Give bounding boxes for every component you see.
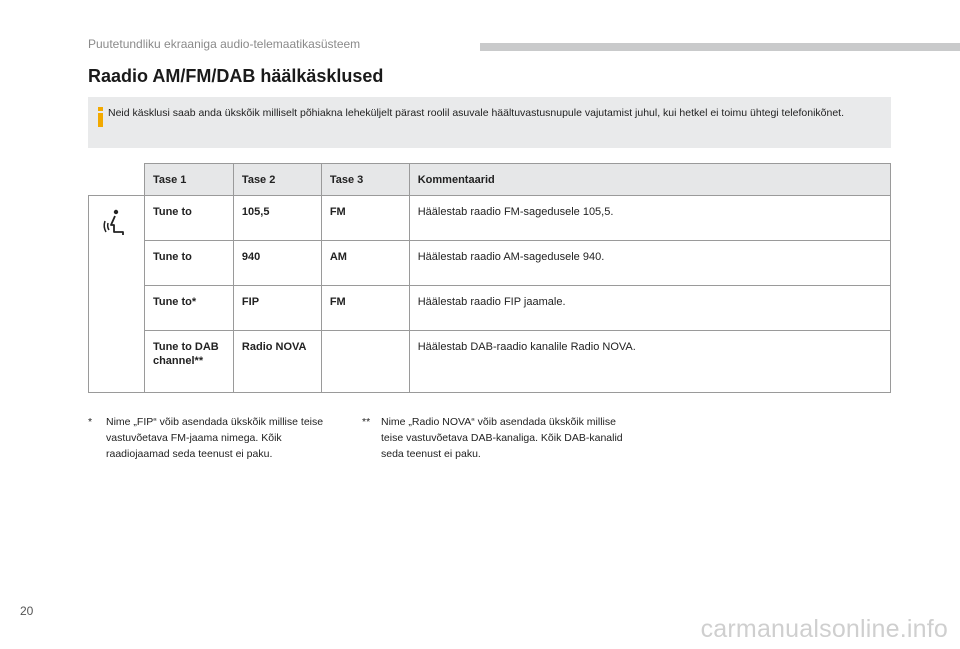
table-cell: Häälestab raadio FM-sagedusele 105,5. — [409, 196, 890, 241]
table-header-cell: Kommentaarid — [409, 164, 890, 196]
table-cell — [321, 331, 409, 393]
table-cell: AM — [321, 241, 409, 286]
voice-commands-table — [88, 163, 891, 393]
table-cell: Häälestab raadio FIP jaamale. — [409, 286, 890, 331]
table-cell: Tune to — [144, 196, 233, 241]
table-cell: 105,5 — [233, 196, 321, 241]
table-cell: 940 — [233, 241, 321, 286]
footnote-mark: ** — [362, 416, 371, 428]
icon-cell — [89, 196, 145, 393]
table-cell: Tune to — [144, 241, 233, 286]
info-text: Neid käsklusi saab anda ükskõik milliselt põhiakna leheküljelt pärast roolil asuvale häältuvastusnupule vajutamist juhul, kui hetkel ei toimu ühtegi telefonikõnet. — [108, 107, 844, 119]
table-cell: Häälestab DAB-raadio kanalile Radio NOVA. — [409, 331, 890, 393]
table-header-row — [89, 164, 891, 196]
table-row — [89, 286, 891, 331]
footnote-radio-nova — [362, 414, 632, 462]
table-row — [89, 241, 891, 286]
table-header-blank — [89, 164, 145, 196]
footnote-text: Nime „Radio NOVA“ võib asendada ükskõik millise teise vastuvõetava DAB-kanaliga. Kõik DAB-kanalid seda teenust ei paku. — [381, 416, 623, 460]
info-icon — [94, 106, 108, 128]
header-divider-bar — [480, 43, 960, 51]
table-cell: Tune to* — [144, 286, 233, 331]
voice-command-icon — [102, 208, 130, 238]
table-row — [89, 196, 891, 241]
watermark: carmanualsonline.info — [700, 615, 948, 643]
table-header-cell: Tase 2 — [233, 164, 321, 196]
page-number: 20 — [20, 604, 34, 618]
table-cell: Radio NOVA — [233, 331, 321, 393]
footnote-mark: * — [88, 416, 93, 428]
footnote-fip — [88, 414, 348, 462]
table-header-cell: Tase 3 — [321, 164, 409, 196]
table-row — [89, 331, 891, 393]
table-cell: Häälestab raadio AM-sagedusele 940. — [409, 241, 890, 286]
table-cell: FM — [321, 286, 409, 331]
table-cell: FIP — [233, 286, 321, 331]
info-box — [88, 97, 891, 148]
table-cell: Tune to DAB channel** — [144, 331, 233, 393]
table-header-cell: Tase 1 — [144, 164, 233, 196]
running-header: Puutetundliku ekraaniga audio-telemaatikasüsteem — [88, 37, 361, 51]
page-title: Raadio AM/FM/DAB häälkäsklused — [88, 66, 384, 86]
footnote-text: Nime „FIP“ võib asendada ükskõik millise teise vastuvõetava FM-jaama nimega. Kõik raadiojaamad seda teenust ei paku. — [106, 416, 324, 460]
table-cell: FM — [321, 196, 409, 241]
